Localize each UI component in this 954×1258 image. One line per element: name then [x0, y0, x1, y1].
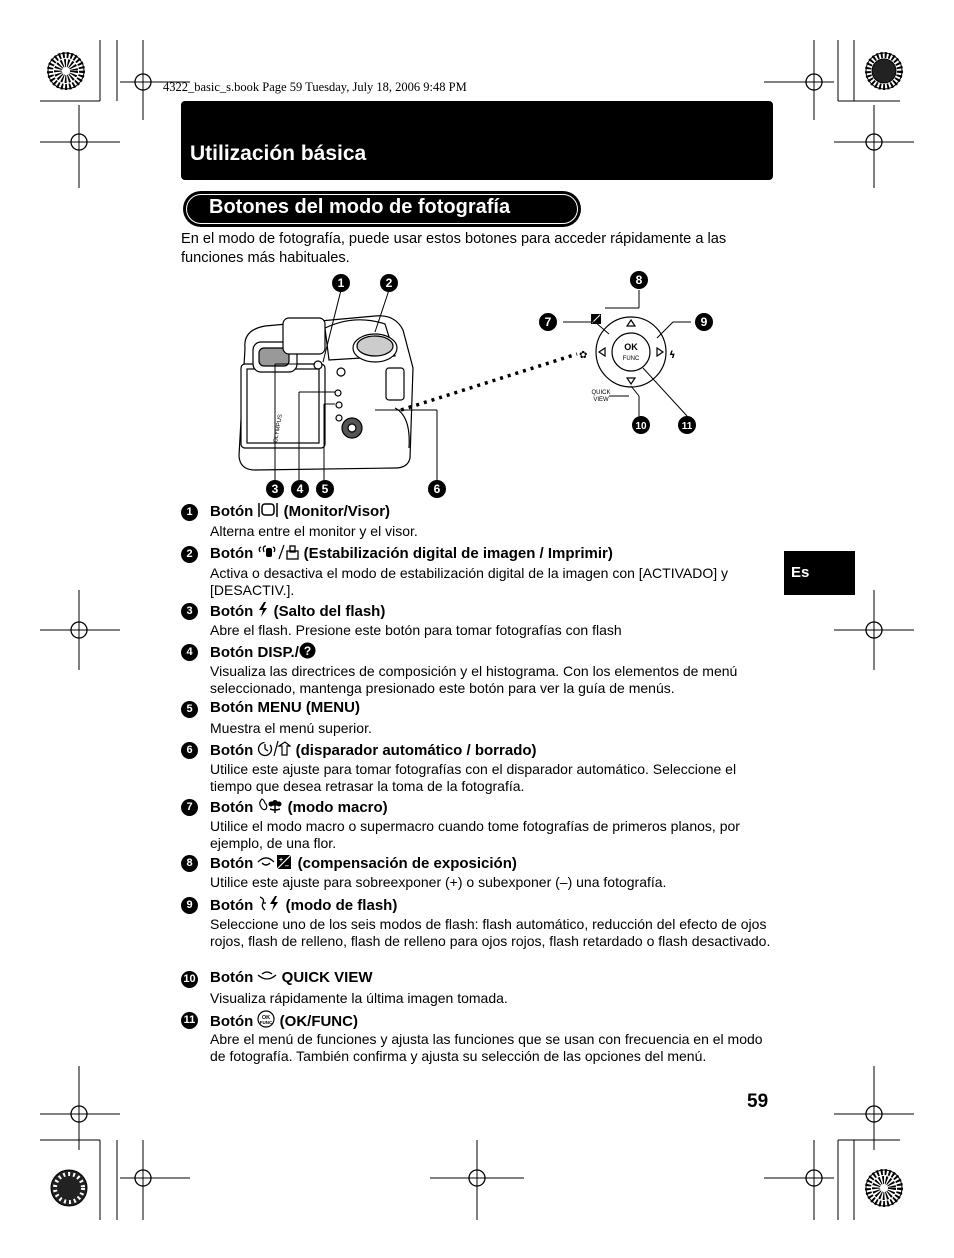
callout-1: 1 — [337, 276, 345, 290]
arrow-pad-illustration — [596, 317, 666, 387]
section-header-bar — [181, 101, 773, 180]
callout-9: 9 — [700, 315, 708, 329]
print-header-line: 4322_basic_s.book Page 59 Tuesday, July 18, 2006 9:48 PM — [163, 80, 467, 94]
intro-text: En el modo de fotografía, puede usar estos botones para acceder rápidamente a las funciones más habituales. — [181, 231, 727, 266]
callout-8: 8 — [635, 273, 643, 287]
callout-5: 5 — [321, 482, 329, 496]
item-number: 8 — [181, 855, 198, 872]
callout-11: 11 — [681, 421, 693, 432]
item-number: 2 — [181, 546, 198, 563]
svg-text:OLYMPUS: OLYMPUS — [273, 413, 284, 444]
item-title: Botón OK FUNC (OK/FUNC) — [210, 1010, 358, 1030]
macro-icon: ✿ — [579, 350, 588, 361]
selftimer-erase-icon — [257, 740, 291, 757]
svg-text:OK: OK — [262, 1015, 271, 1021]
item-number: 9 — [181, 897, 198, 914]
macro-icon — [257, 797, 283, 814]
item-description: Utilice este ajuste para sobreexponer (+) o subexponer (–) una fotografía. — [210, 874, 667, 890]
item-title: Botón (disparador automático / borrado) — [210, 742, 537, 759]
stabilizer-print-icon — [257, 544, 299, 560]
language-tab-label: Es — [791, 564, 810, 581]
language-tab — [784, 551, 855, 595]
item-number: 10 — [181, 971, 198, 988]
flash-icon: ϟ — [669, 350, 676, 361]
item-number: 7 — [181, 799, 198, 816]
callout-7: 7 — [544, 315, 552, 329]
quickview-label-line2: VIEW — [593, 397, 609, 403]
item-number: 6 — [181, 742, 198, 759]
monitor-viewfinder-icon — [257, 502, 279, 518]
quickview-icon — [257, 970, 277, 984]
page-number: 59 — [747, 1091, 769, 1112]
exposure-icon — [257, 853, 293, 870]
camera-button-diagram — [225, 268, 715, 504]
item-number: 3 — [181, 603, 198, 620]
item-description: Activa o desactiva el modo de estabilización digital de la imagen con [ACTIVADO] y [DESACTIV.]. — [210, 565, 728, 598]
item-number: 4 — [181, 644, 198, 661]
camera-illustration — [239, 316, 413, 470]
svg-text:–: – — [285, 863, 290, 870]
subsection-title: Botones del modo de fotografía — [209, 196, 511, 218]
svg-text:FUNC: FUNC — [260, 1020, 273, 1025]
item-description: Abre el flash. Presione este botón para tomar fotografías con flash — [210, 622, 622, 638]
item-title: Botón (modo macro) — [210, 799, 388, 816]
pad-ok-label: OK — [624, 342, 638, 352]
okfunc-icon — [257, 1010, 275, 1028]
svg-text:+: + — [279, 857, 284, 864]
item-description: Visualiza las directrices de composición y el histograma. Con los elementos de menú seleccionado, mantenga presionado este botón para ver la guía de menús. — [210, 663, 738, 696]
section-title: Utilización básica — [190, 142, 367, 165]
item-description: Seleccione uno de los seis modos de flash: flash automático, reducción del efecto de ojos rojos, flash de relleno, flash de relleno para ojos rojos, flash retardado o flash desactivado. — [210, 916, 771, 949]
svg-text:?: ? — [303, 644, 312, 658]
flash-icon — [257, 601, 269, 618]
quickview-label-line1: QUICK — [591, 390, 611, 396]
item-description: Abre el menú de funciones y ajusta las funciones que se usan con frecuencia en el modo de fotografía. También confirma y ajusta su selección de las opciones del menú. — [210, 1031, 763, 1064]
item-number: 11 — [181, 1012, 198, 1029]
item-description: Utilice este ajuste para tomar fotografías con el disparador automático. Seleccione el tiempo que desea retrasar la toma de la fotografía. — [210, 761, 737, 794]
item-number: 1 — [181, 504, 198, 521]
item-description: Utilice el modo macro o supermacro cuando tome fotografías de primeros planos, por ejemplo, de una flor. — [210, 818, 740, 851]
callout-3: 3 — [271, 482, 279, 496]
help-icon — [299, 642, 316, 659]
item-title: Botón QUICK VIEW — [210, 969, 373, 986]
callout-4: 4 — [296, 482, 304, 496]
callout-10: 10 — [635, 421, 647, 432]
callout-6: 6 — [433, 482, 441, 496]
callout-2: 2 — [385, 276, 393, 290]
item-description: Muestra el menú superior. — [210, 720, 372, 736]
pad-func-label: FUNC — [622, 356, 640, 362]
item-description: Visualiza rápidamente la última imagen tomada. — [210, 990, 508, 1006]
item-title: Botón MENU (MENU) — [210, 699, 360, 716]
subsection-header — [183, 191, 581, 227]
item-title: Botón (Estabilización digital de imagen / Imprimir) — [210, 545, 613, 562]
item-description: Alterna entre el monitor y el visor. — [210, 523, 418, 539]
flash-mode-icon — [257, 895, 281, 912]
item-title: Botón (Salto del flash) — [210, 603, 386, 620]
item-number: 5 — [181, 701, 198, 718]
item-title: Botón (Monitor/Visor) — [210, 503, 391, 520]
item-title: Botón (modo de flash) — [210, 897, 398, 914]
item-title: Botón DISP./ ? — [210, 642, 316, 661]
item-title: Botón + – (compensación de exposición) — [210, 855, 517, 872]
